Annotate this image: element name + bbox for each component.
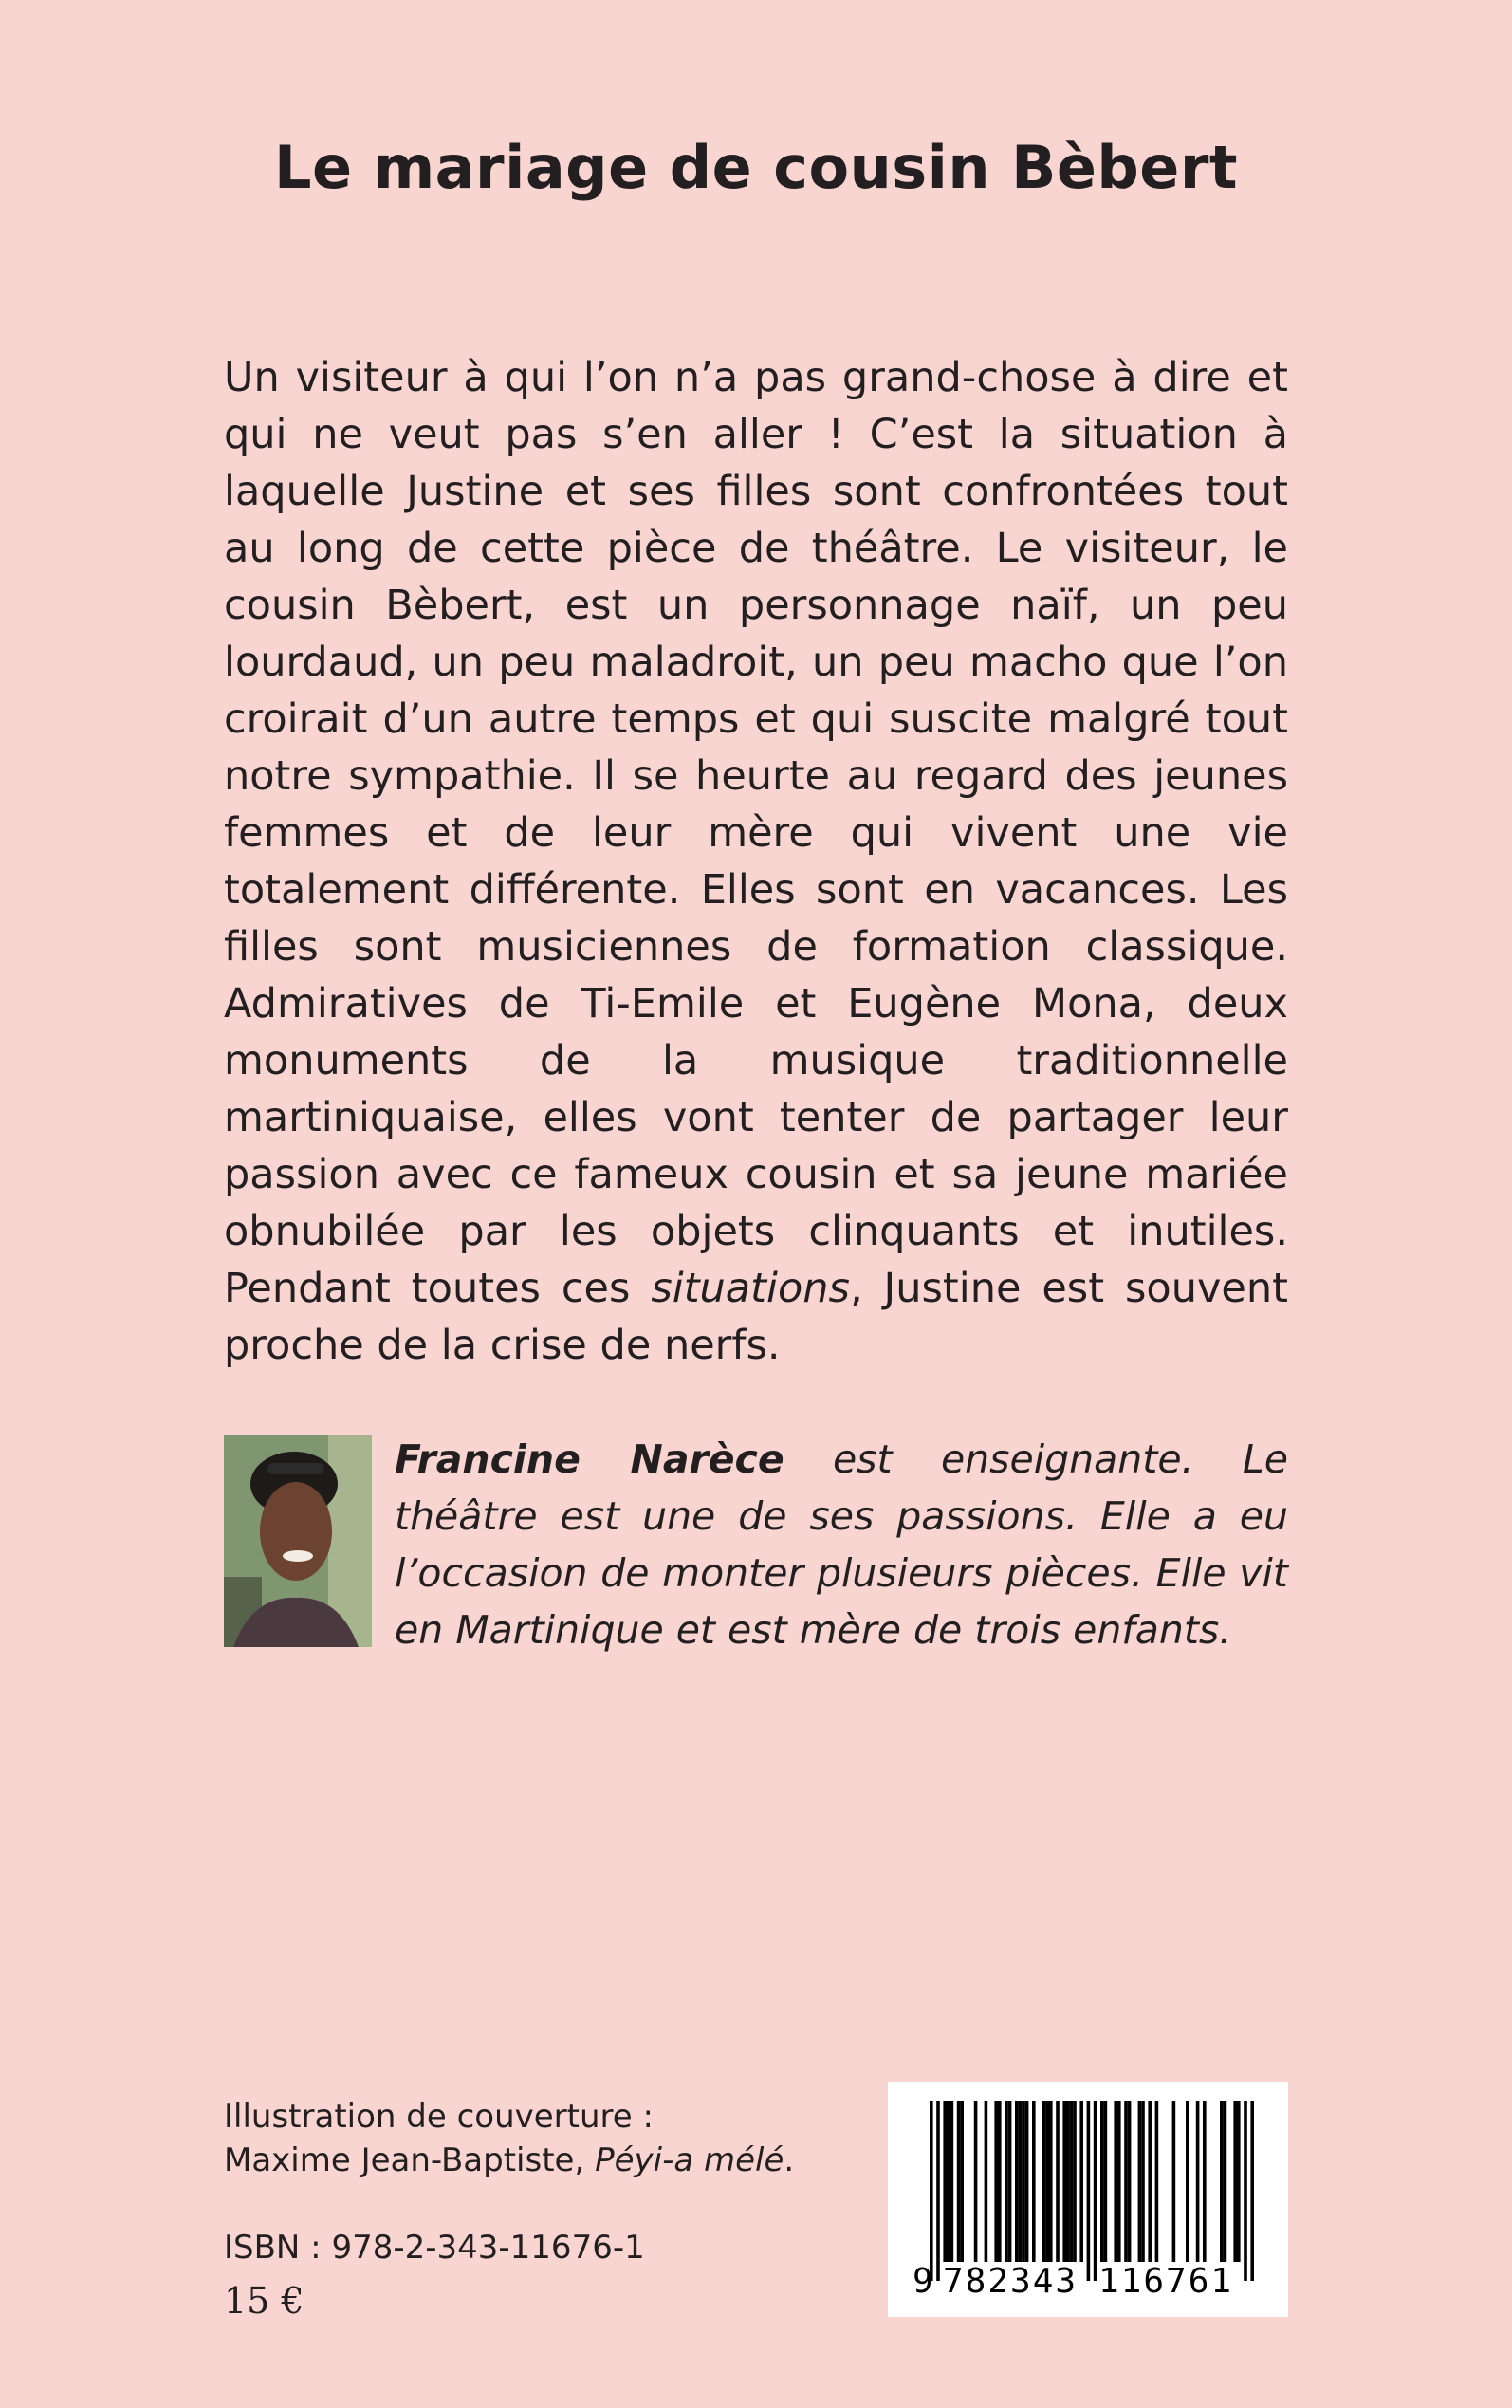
author-bio bbox=[395, 1431, 1288, 1658]
barcode-bar bbox=[1070, 2101, 1074, 2262]
blurb-emphasis: situations bbox=[651, 1265, 850, 1312]
barcode-bar bbox=[1062, 2101, 1066, 2262]
price-text: 15 € bbox=[224, 2280, 304, 2322]
barcode-bar bbox=[1124, 2101, 1128, 2262]
barcode-bar bbox=[1022, 2101, 1025, 2262]
credit-label: Illustration de couverture : bbox=[224, 2098, 654, 2136]
barcode-bar bbox=[1186, 2101, 1189, 2262]
barcode-bar bbox=[1073, 2101, 1077, 2262]
barcode-bar bbox=[994, 2101, 998, 2262]
barcode-bar bbox=[1019, 2101, 1023, 2262]
barcode-bar bbox=[1220, 2101, 1224, 2262]
barcode-right-digits: 116761 bbox=[1098, 2262, 1234, 2301]
barcode-bar bbox=[1045, 2101, 1049, 2262]
blurb-text-after: , Justine est souvent proche de la crise de nerfs. bbox=[224, 1265, 1288, 1369]
author-bio-text: est enseignante. Le théâtre est une de ses passions. Elle a eu l’occasion de monter plusieurs pièces. Elle vit en Martinique et est mère de trois enfants. bbox=[395, 1436, 1288, 1653]
barcode-bar bbox=[1087, 2101, 1091, 2281]
barcode-bar bbox=[1114, 2101, 1117, 2262]
barcode-bar bbox=[1224, 2101, 1227, 2262]
barcode-left-digits: 782343 bbox=[943, 2262, 1079, 2301]
barcode-bar bbox=[1104, 2101, 1108, 2262]
barcode-bar bbox=[950, 2101, 954, 2262]
author-portrait-image bbox=[224, 1435, 372, 1647]
blurb-text-before: Un visiteur à qui l’on n’a pas grand-chose à dire et qui ne veut pas s’en aller ! C’est la situation à laquelle Justine et ses filles sont confrontées tout au long de cette pièce de théâtre. Le visiteur, le cousin Bèbert, est un personnage naïf, un peu lourdaud, un peu maladroit, un peu macho que l’on croirait d’un autre temps et qui suscite malgré tout notre sympathie. Il se heurte au regard des jeunes femmes et de leur mère qui vivent une vie totalement différente. Elles sont en vacances. Les filles sont musiciennes de formation classique. Admiratives de Ti-Emile et Eugène Mona, deux monuments de la musique traditionnelle martiniquaise, elles vont tenter de partager leur passion avec ce fameux cousin et sa jeune mariée obnubilée par les objets clinquants et inutiles. Pendant toutes ces bbox=[224, 354, 1288, 1312]
barcode-bar bbox=[1079, 2101, 1083, 2262]
barcode-bar bbox=[1233, 2101, 1237, 2262]
barcode-bar bbox=[1094, 2101, 1097, 2281]
barcode-bar bbox=[943, 2101, 947, 2262]
barcode-bar bbox=[960, 2101, 964, 2262]
barcode-bar bbox=[1148, 2101, 1152, 2262]
barcode-graphic bbox=[888, 2082, 1288, 2317]
credit-end: . bbox=[784, 2141, 795, 2179]
credit-work-title: Péyi-a mélé bbox=[595, 2141, 784, 2179]
author-photo bbox=[224, 1435, 372, 1647]
cover-illustration-credit bbox=[224, 2095, 794, 2182]
barcode-bar bbox=[1005, 2101, 1008, 2262]
barcode-bar bbox=[1138, 2101, 1142, 2262]
barcode-bar bbox=[1025, 2101, 1029, 2262]
barcode-bar bbox=[1196, 2101, 1200, 2262]
barcode-bar bbox=[1155, 2101, 1159, 2262]
barcode-bar bbox=[1141, 2101, 1145, 2262]
barcode-first-digit: 9 bbox=[913, 2262, 933, 2301]
barcode-bar bbox=[985, 2101, 988, 2262]
barcode-bar bbox=[1128, 2101, 1132, 2262]
barcode-bar bbox=[1203, 2101, 1207, 2262]
barcode-bar bbox=[1117, 2101, 1121, 2262]
barcode-bar bbox=[1049, 2101, 1053, 2262]
author-name: Francine Narèce bbox=[395, 1436, 784, 1482]
barcode-bar bbox=[936, 2101, 940, 2281]
barcode-bar bbox=[1032, 2101, 1036, 2262]
isbn-text: ISBN : 978-2-343-11676-1 bbox=[224, 2229, 645, 2267]
barcode-bar bbox=[1100, 2101, 1104, 2262]
barcode-bar bbox=[957, 2101, 961, 2262]
barcode-bar bbox=[947, 2101, 950, 2262]
barcode-bar bbox=[1250, 2101, 1254, 2281]
barcode-bar bbox=[1008, 2101, 1012, 2262]
barcode-bar bbox=[1244, 2101, 1247, 2281]
barcode-bar bbox=[1066, 2101, 1070, 2262]
barcode-bar bbox=[974, 2101, 978, 2262]
barcode-bar bbox=[1042, 2101, 1046, 2262]
barcode-bar bbox=[1172, 2101, 1176, 2262]
credit-artist: Maxime Jean-Baptiste, bbox=[224, 2141, 596, 2179]
back-cover-blurb bbox=[224, 349, 1288, 1374]
barcode bbox=[888, 2082, 1288, 2317]
barcode-bar bbox=[1237, 2101, 1241, 2262]
barcode-bar bbox=[998, 2101, 1002, 2262]
barcode-bar bbox=[1015, 2101, 1019, 2262]
barcode-bar bbox=[930, 2101, 933, 2281]
book-title: Le mariage de cousin Bèbert bbox=[273, 133, 1239, 202]
barcode-bar bbox=[1056, 2101, 1060, 2262]
